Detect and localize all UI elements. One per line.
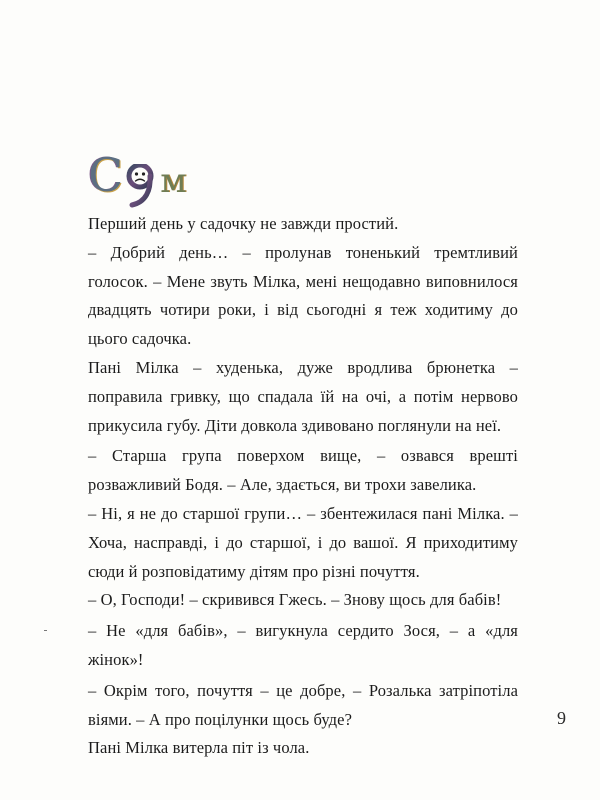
chapter-title-letter-s: С bbox=[88, 148, 124, 202]
paragraph: – Не «для бабів», – вигукнула сердито Зося, – а «для жінок»! bbox=[88, 621, 518, 669]
paragraph: – Старша група поверхом вище, – озвався врешті розважливий Бодя. – Але, здається, ви трохи завелика. bbox=[88, 446, 518, 495]
paragraph: – Ні, я не до старшої групи… – збентежилася пані Мілка. – Хоча, насправді, і до старшої, і до вашої. Я приходитиму сюди й розповідатиму дітям про різні почуття. bbox=[88, 503, 518, 581]
page-number: 9 bbox=[557, 708, 566, 728]
chapter-title bbox=[88, 148, 187, 202]
paragraph: – Добрий день… – пролунав тоненький тремтливий голосок. – Мене звуть Мілка, мені нещодавно виповнилося двадцять чотири роки, і від сьогодні я теж ходитиму до цього садочка. bbox=[88, 242, 518, 349]
story-text bbox=[88, 210, 518, 763]
paragraph: Пані Мілка витерла піт із чола. bbox=[88, 738, 310, 758]
paragraph: Пані Мілка – худенька, дуже вродлива брюнетка – поправила гривку, що спадала їй на очі, а потім нервово прикусила губу. Діти довкола здивовано поглянули на неї. bbox=[88, 357, 518, 435]
paragraph: – О, Господи! – скривився Гжесь. – Знову щось для бабів! bbox=[88, 590, 502, 610]
print-mark bbox=[44, 630, 47, 631]
paragraph: – Окрім того, почуття – це добре, – Розалька затріпотіла віями. – А про поцілунки щось буде? bbox=[88, 680, 518, 729]
sad-face-letter-icon bbox=[124, 164, 158, 208]
chapter-title-letter-m: м bbox=[160, 161, 187, 201]
paragraph: Перший день у садочку не завжди простий. bbox=[88, 214, 399, 233]
